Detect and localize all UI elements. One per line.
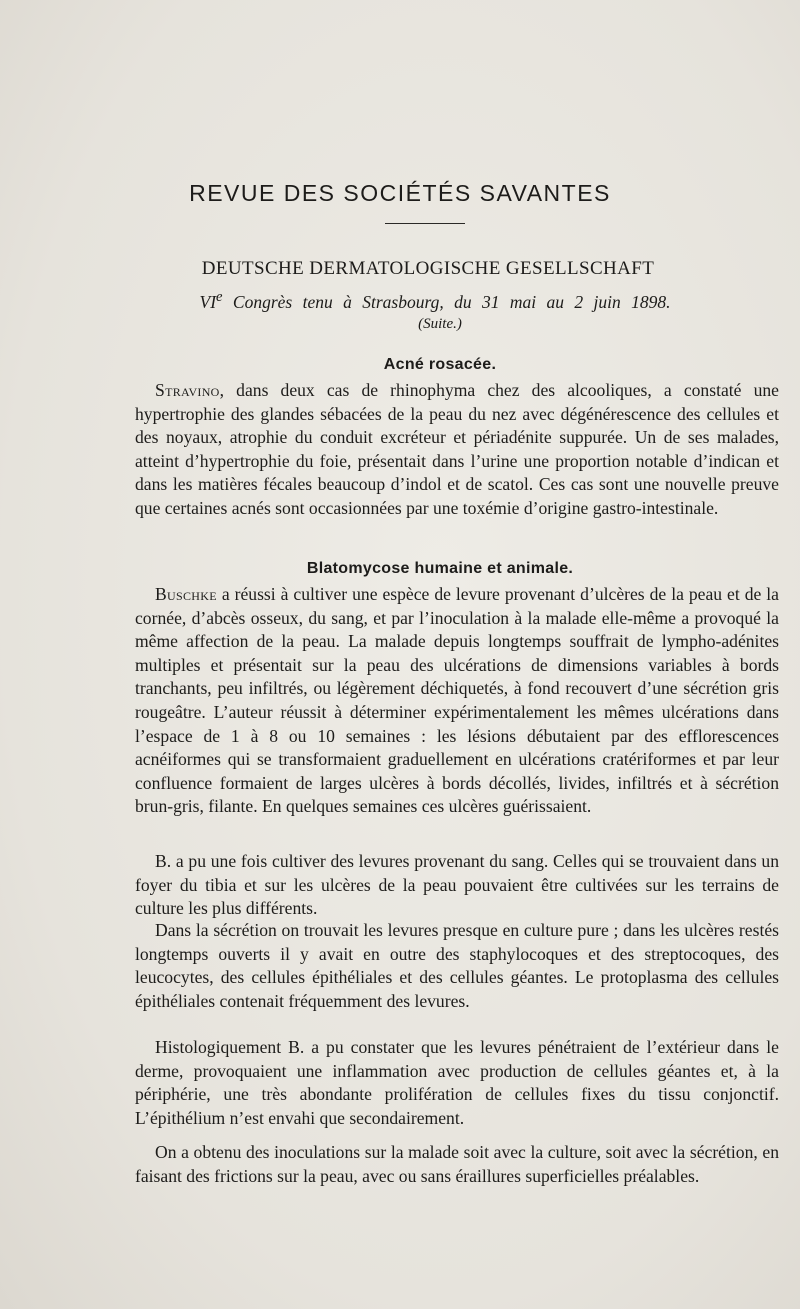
paragraph-sang: B. a pu une fois cultiver des levures provenant du sang. Celles qui se trouvaient dans un foyer du tibia et sur les ulcères de la peau pouvaient être cultivées sur les terrains de culture les plus différents. bbox=[135, 851, 779, 919]
society-name: DEUTSCHE DERMATOLOGISCHE GESELLSCHAFT bbox=[201, 258, 655, 279]
journal-section-title: REVUE DES SOCIÉTÉS SAVANTES bbox=[189, 180, 611, 206]
paragraph-stravino bbox=[135, 379, 779, 521]
section-heading-acne-rosacee: Acné rosacée. bbox=[383, 356, 497, 373]
paragraph-text: , dans deux cas de rhinophyma chez des alcooliques, a constaté une hypertrophie des glandes sébacées de la peau du nez avec dégénérescence des cellules et des noyaux, atrophie du conduit excréteur et périadénite suppurée. Un de ses malades, atteint d’hypertrophie du foie, présentait dans l’urine une proportion notable d’indican et dans les matières fécales beaucoup d’indol et de scatol. Ces cas sont une nouvelle preuve que certaines acnés sont occasionnées par une toxémie d’origine gastro-intestinale. bbox=[135, 380, 779, 518]
congress-text: Congrès tenu à Strasbourg, du 31 mai au 2 juin 1898. bbox=[222, 291, 671, 312]
section-heading-blastomycose: Blatomycose humaine et animale. bbox=[306, 560, 574, 577]
paragraph-text: a réussi à cultiver une espèce de levure provenant d’ulcères de la peau et de la cornée, d’abcès osseux, du sang, et par l’inoculation à la malade elle-même a provoqué la même affection de la peau. La malade depuis longtemps souffrait de lympho-adénites multiples et présentait sur la peau des ulcérations de dimensions variables à bords tranchants, peu infiltrés, ou légèrement déchiquetés, à fond recouvert d’une sécrétion gris rougeâtre. L’auteur réussit à déterminer expérimentalement les mêmes ulcérations dans l’espace de 1 à 8 ou 10 semaines : les lésions débutaient par des efflorescences acnéiformes qui se transformaient graduellement en ulcérations cratériformes et par leur confluence formaient de larges ulcères à bords décollés, livides, infiltrés et à sécrétion brun-gris, filante. En quelques semaines ces ulcères guérissaient. bbox=[135, 584, 779, 817]
paragraph-buschke bbox=[135, 583, 779, 819]
paragraph-secretion: Dans la sécrétion on trouvait les levures presque en culture pure ; dans les ulcères restés longtemps ouverts il y avait en outre des staphylocoques et des streptocoques, des leucocytes, des cellules épithéliales et des cellules géantes. Le protoplasma des cellules épithéliales contenait fréquemment des levures. bbox=[135, 920, 779, 1011]
author-name: Buschke bbox=[155, 584, 217, 604]
paragraph-inoculations: On a obtenu des inoculations sur la malade soit avec la culture, soit avec la sécrétion, en faisant des frictions sur la peau, avec ou sans éraillures superficielles préalables. bbox=[135, 1142, 779, 1186]
congress-ordinal-suffix: e bbox=[216, 289, 223, 305]
title-divider bbox=[385, 223, 465, 224]
congress-line bbox=[0, 289, 800, 313]
author-name: Stravino bbox=[155, 380, 220, 400]
paragraph-histologie: Histologiquement B. a pu constater que les levures pénétraient de l’extérieur dans le derme, provoquaient une inflammation avec production de cellules géantes et, à la périphérie, une très abondante prolifération de cellules fixes du tissu conjonctif. L’épithélium n’est envahi que secondairement. bbox=[135, 1037, 779, 1128]
suite-note: (Suite.) bbox=[418, 316, 462, 332]
congress-ordinal: VI bbox=[199, 291, 217, 312]
